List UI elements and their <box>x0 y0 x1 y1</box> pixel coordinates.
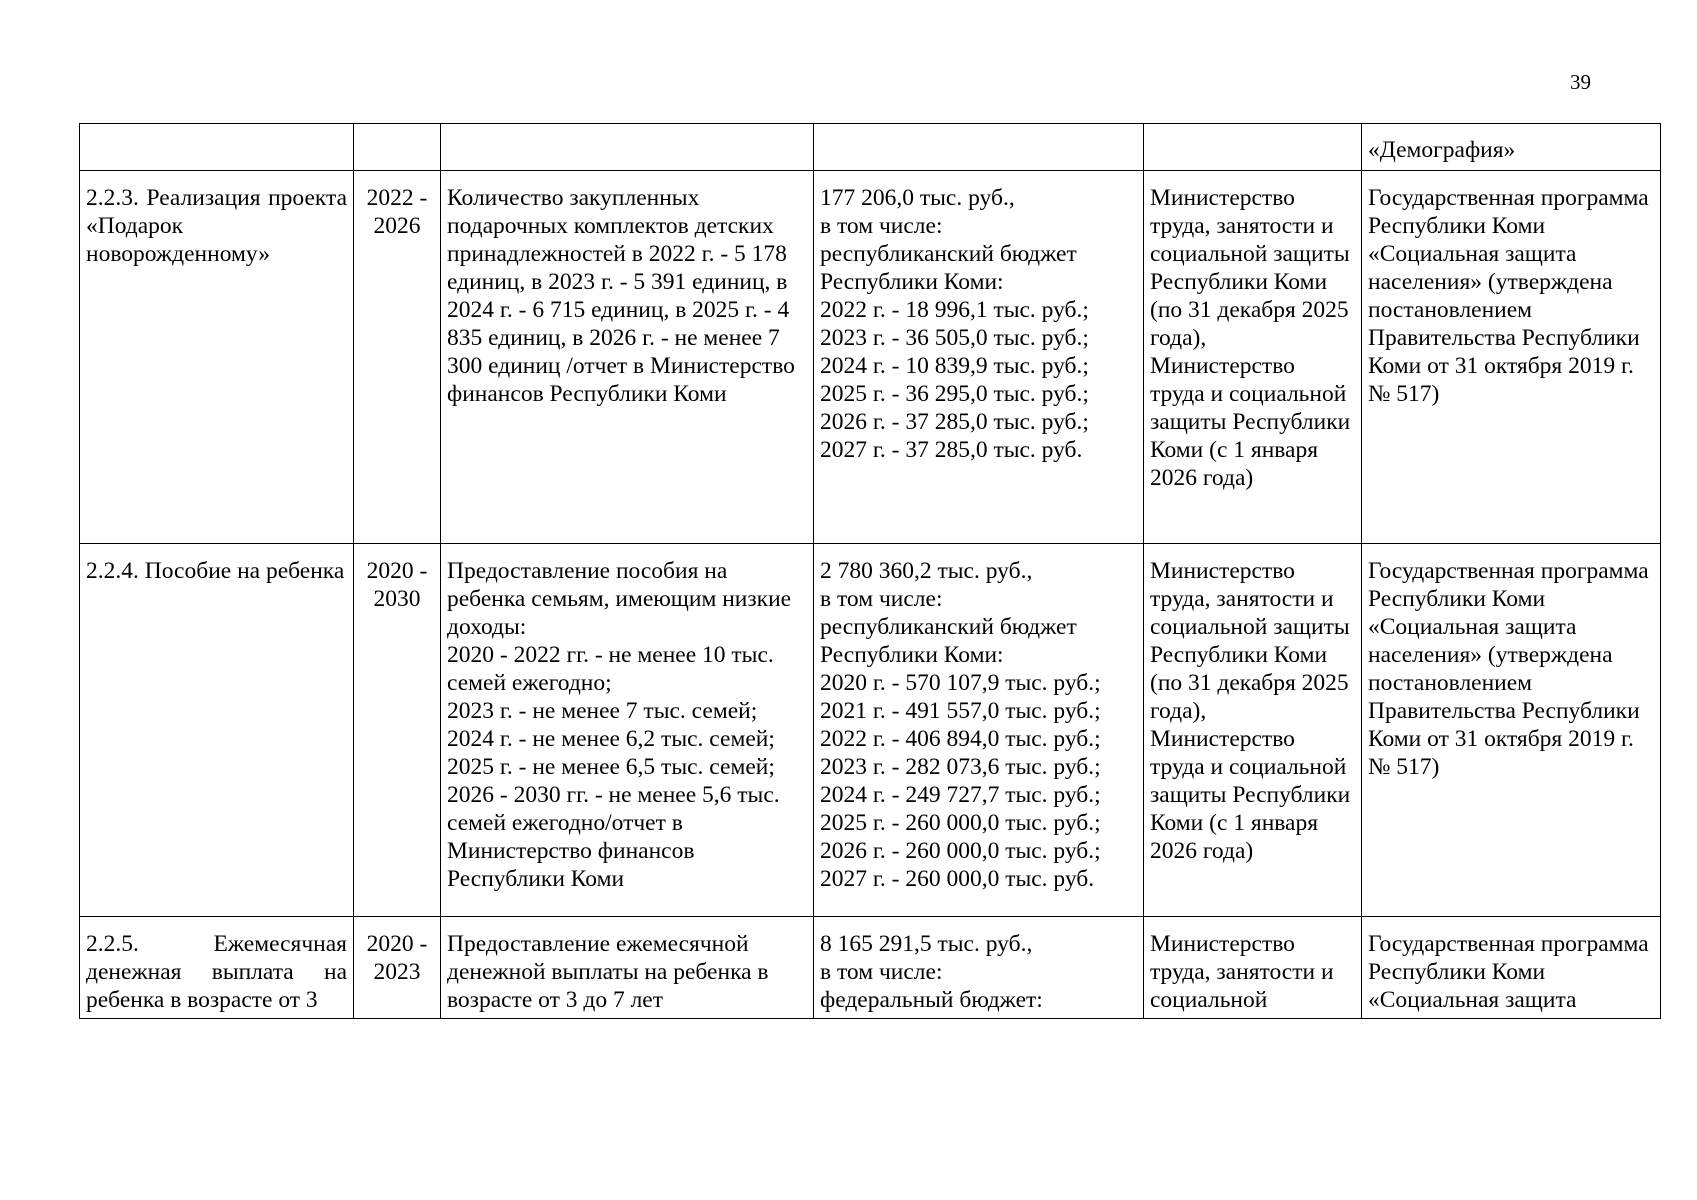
cont-responsible-cell <box>1144 124 1362 171</box>
cont-program-cell: «Демография» <box>1362 124 1661 171</box>
period-cell: 2022 - 2026 <box>354 171 441 544</box>
measure-name-cell: 2.2.3. Реализация проекта «Подарок новорожденному» <box>80 171 354 544</box>
funding-cell: 2 780 360,2 тыс. руб., в том числе: республиканский бюджет Республики Коми: 2020 г. - 570 107,9 тыс. руб.; 2021 г. - 491 557,0 тыс. руб.; 2022 г. - 406 894,0 тыс. руб.; 2023 г. - 282 073,6 тыс. руб.; 2024 г. - 249 727,7 тыс. руб.; 2025 г. - 260 000,0 тыс. руб.; 2026 г. - 260 000,0 тыс. руб.; 2027 г. - 260 000,0 тыс. руб. <box>814 544 1144 917</box>
period-cell: 2020 - 2030 <box>354 544 441 917</box>
cont-period-cell <box>354 124 441 171</box>
page-number: 39 <box>1570 70 1591 94</box>
measure-name-cell: 2.2.4. Пособие на ребенка <box>80 544 354 917</box>
responsible-cell: Министерство труда, занятости и социальной защиты Республики Коми (по 31 декабря 2025 года), Министерство труда и социальной защиты Республики Коми (с 1 января 2026 года) <box>1144 171 1362 544</box>
table-row <box>80 171 1661 544</box>
indicator-cell: Предоставление пособия на ребенка семьям, имеющим низкие доходы: 2020 - 2022 гг. - не менее 10 тыс. семей ежегодно; 2023 г. - не менее 7 тыс. семей; 2024 г. - не менее 6,2 тыс. семей; 2025 г. - не менее 6,5 тыс. семей; 2026 - 2030 гг. - не менее 5,6 тыс. семей ежегодно/отчет в Министерство финансов Республики Коми <box>441 544 814 917</box>
measures-table <box>79 123 1661 1019</box>
cont-name-cell <box>80 124 354 171</box>
table-row <box>80 544 1661 917</box>
funding-cell: 177 206,0 тыс. руб., в том числе: республиканский бюджет Республики Коми: 2022 г. - 18 996,1 тыс. руб.; 2023 г. - 36 505,0 тыс. руб.; 2024 г. - 10 839,9 тыс. руб.; 2025 г. - 36 295,0 тыс. руб.; 2026 г. - 37 285,0 тыс. руб.; 2027 г. - 37 285,0 тыс. руб. <box>814 171 1144 544</box>
continuation-row <box>80 124 1661 171</box>
measure-name-cell: 2.2.5. Ежемесячная денежная выплата на ребенка в возрасте от 3 <box>80 917 354 1019</box>
program-cell: Государственная программа Республики Коми «Социальная защита населения» (утверждена постановлением Правительства Республики Коми от 31 октября 2019 г. № 517) <box>1362 544 1661 917</box>
program-cell: Государственная программа Республики Коми «Социальная защита <box>1362 917 1661 1019</box>
period-cell: 2020 - 2023 <box>354 917 441 1019</box>
funding-cell: 8 165 291,5 тыс. руб., в том числе: федеральный бюджет: <box>814 917 1144 1019</box>
indicator-cell: Количество закупленных подарочных комплектов детских принадлежностей в 2022 г. - 5 178 единиц, в 2023 г. - 5 391 единиц, в 2024 г. - 6 715 единиц, в 2025 г. - 4 835 единиц, в 2026 г. - не менее 7 300 единиц /отчет в Министерство финансов Республики Коми <box>441 171 814 544</box>
table-row <box>80 917 1661 1019</box>
responsible-cell: Министерство труда, занятости и социальной <box>1144 917 1362 1019</box>
cont-indicator-cell <box>441 124 814 171</box>
responsible-cell: Министерство труда, занятости и социальной защиты Республики Коми (по 31 декабря 2025 года), Министерство труда и социальной защиты Республики Коми (с 1 января 2026 года) <box>1144 544 1362 917</box>
program-cell: Государственная программа Республики Коми «Социальная защита населения» (утверждена постановлением Правительства Республики Коми от 31 октября 2019 г. № 517) <box>1362 171 1661 544</box>
indicator-cell: Предоставление ежемесячной денежной выплаты на ребенка в возрасте от 3 до 7 лет <box>441 917 814 1019</box>
cont-funding-cell <box>814 124 1144 171</box>
